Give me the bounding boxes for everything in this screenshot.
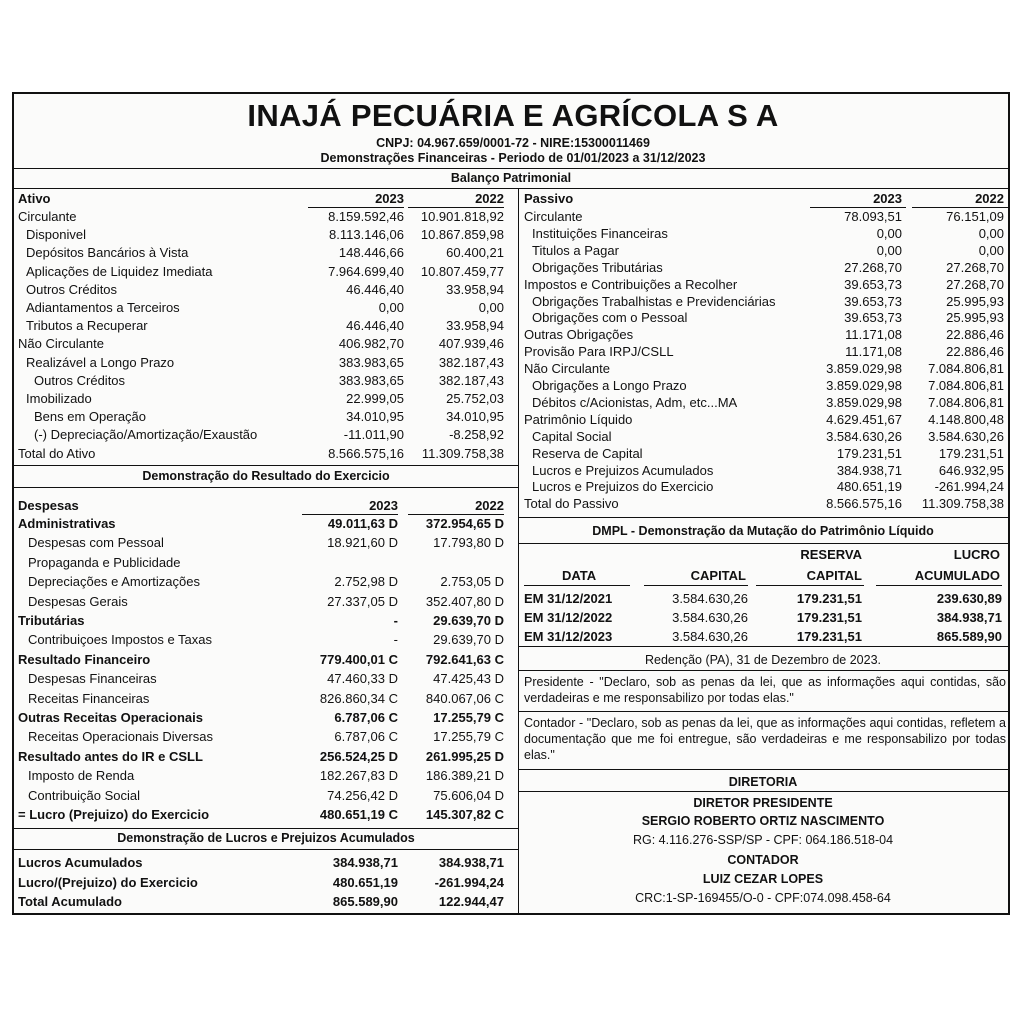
dre-value-2023: 49.011,63 D	[327, 516, 398, 531]
dlpa-label: Total Acumulado	[18, 894, 122, 909]
dmpl-cell-lucro: 865.589,90	[936, 629, 1002, 644]
ativo-value-2022: 25.752,03	[446, 391, 504, 406]
ativo-row	[18, 445, 508, 463]
passivo-label: Titulos a Pagar	[532, 242, 619, 258]
ativo-value-2022: 10.901.818,92	[420, 209, 504, 224]
dlpa-value-2022: 384.938,71	[438, 855, 504, 870]
ativo-value-2022: 10.867.859,98	[420, 227, 504, 243]
passivo-value-2022: 11.309.758,38	[921, 496, 1004, 512]
passivo-value-2022: 7.084.806,81	[928, 394, 1004, 410]
dmpl-cell-lucro: 384.938,71	[936, 610, 1002, 625]
dre-row	[18, 709, 508, 727]
contador-documents: CRC:1-SP-169455/O-0 - CPF:074.098.458-64	[635, 891, 891, 905]
dmpl-cell-capital: 3.584.630,26	[672, 591, 748, 606]
company-identifiers: CNPJ: 04.967.659/0001-72 - NIRE:15300011469	[376, 136, 650, 150]
ativo-label: Depósitos Bancários à Vista	[26, 245, 189, 261]
ativo-value-2022: 33.958,94	[446, 318, 504, 334]
dre-value-2022: 47.425,43 D	[433, 671, 504, 687]
passivo-label: Obrigações a Longo Prazo	[532, 378, 687, 393]
passivo-value-2022: 179.231,51	[938, 445, 1004, 461]
passivo-label: Débitos c/Acionistas, Adm, etc...MA	[532, 394, 738, 410]
passivo-value-2022: -261.994,24	[934, 479, 1004, 495]
dre-row	[18, 515, 508, 533]
dre-value-2022: 2.753,05 D	[440, 574, 504, 590]
dre-despesas-label: Despesas	[18, 498, 79, 513]
passivo-value-2022: 27.268,70	[946, 259, 1004, 275]
ativo-label: Aplicações de Liquidez Imediata	[26, 263, 213, 279]
company-title: INAJÁ PECUÁRIA E AGRÍCOLA S A	[247, 98, 779, 133]
dre-col-2023: 2023	[369, 498, 398, 513]
dre-value-2022: 372.954,65 D	[425, 516, 504, 531]
dre-row	[18, 554, 508, 572]
dmpl-header-capital: CAPITAL	[690, 568, 746, 583]
ativo-row	[18, 372, 508, 390]
dmpl-title: DMPL - Demonstração da Mutação do Patrimônio Líquido	[592, 524, 934, 538]
ativo-row	[18, 354, 508, 372]
ativo-value-2023: 406.982,70	[338, 336, 404, 352]
passivo-value-2022: 646.932,95	[938, 462, 1004, 478]
passivo-value-2022: 0,00	[978, 242, 1004, 258]
ativo-value-2022: 0,00	[478, 300, 504, 315]
diretor-name: SERGIO ROBERTO ORTIZ NASCIMENTO	[641, 814, 885, 828]
ativo-col-2022: 2022	[475, 191, 504, 206]
ativo-label: Outros Créditos	[34, 372, 126, 388]
dre-value-2023: 256.524,25 D	[319, 748, 398, 764]
dre-row	[18, 573, 508, 591]
dre-label: Despesas com Pessoal	[28, 535, 164, 551]
passivo-row	[524, 242, 1008, 260]
passivo-value-2023: 3.859.029,98	[826, 361, 902, 377]
ativo-value-2023: 46.446,40	[346, 281, 404, 297]
dre-value-2022: 186.389,21 D	[425, 768, 504, 784]
ativo-row	[18, 281, 508, 299]
statement-period: Demonstrações Financeiras - Periodo de 01/01/2023 a 31/12/2023	[320, 151, 706, 165]
diretoria-heading: DIRETORIA	[728, 775, 798, 789]
financial-statement-document	[12, 92, 1010, 915]
dre-label: Propaganda e Publicidade	[28, 554, 181, 570]
dre-row	[18, 631, 508, 649]
passivo-value-2023: 384.938,71	[836, 462, 902, 478]
ativo-value-2023: 148.446,66	[338, 245, 404, 261]
dmpl-underline-data	[524, 585, 630, 586]
ativo-row	[18, 426, 508, 444]
dlpa-label: Lucros Acumulados	[18, 855, 143, 870]
diretoria-divider	[518, 791, 1008, 792]
ativo-label: Ativo	[18, 191, 51, 206]
passivo-label: Obrigações Trabalhistas e Previdenciárias	[532, 293, 776, 309]
dmpl-underline-reserva	[756, 585, 864, 586]
dre-label: Receitas Financeiras	[28, 690, 150, 706]
passivo-value-2023: 39.653,73	[844, 276, 902, 292]
dre-label: Despesas Gerais	[28, 593, 128, 609]
passivo-label: Provisão Para IRPJ/CSLL	[524, 344, 674, 360]
passivo-value-2022: 0,00	[978, 225, 1004, 241]
dmpl-underline-lucro	[876, 585, 1002, 586]
ativo-label: Total do Ativo	[18, 445, 96, 461]
dlpa-row	[18, 874, 508, 892]
ativo-row	[18, 317, 508, 335]
ativo-row	[18, 299, 508, 317]
dre-value-2023: 779.400,01 C	[319, 651, 398, 667]
passivo-label: Circulante	[524, 209, 583, 224]
dre-label: Administrativas	[18, 516, 116, 531]
dmpl-cell-data: EM 31/12/2023	[524, 629, 613, 644]
passivo-label: Patrimônio Líquido	[524, 411, 633, 427]
ativo-value-2022: 10.807.459,77	[420, 263, 504, 279]
header-divider	[14, 168, 1008, 169]
passivo-label: Capital Social	[532, 428, 612, 444]
ativo-label: Imobilizado	[26, 391, 92, 406]
passivo-value-2023: 78.093,51	[844, 209, 902, 224]
dre-row	[18, 806, 508, 824]
ativo-row	[18, 390, 508, 408]
dre-row	[18, 534, 508, 552]
dre-row	[18, 593, 508, 611]
passivo-value-2023: 8.566.575,16	[826, 496, 902, 512]
dre-title-divider	[14, 487, 518, 488]
passivo-col-2023: 2023	[873, 191, 902, 206]
presidente-declaration: Presidente - "Declaro, sob as penas da lei, que as informações aqui contidas, são verdadeiras e me responsabilizo por todas elas."	[524, 675, 1006, 705]
ativo-label: Bens em Operação	[34, 409, 147, 425]
dmpl-header-reserva: RESERVA	[800, 547, 862, 562]
dre-row	[18, 787, 508, 805]
passivo-header-row	[524, 190, 1008, 208]
dmpl-header-data: DATA	[562, 568, 597, 583]
passivo-row	[524, 208, 1008, 226]
ativo-value-2022: 34.010,95	[446, 409, 504, 425]
dlpa-value-2022: -261.994,24	[434, 874, 504, 890]
presidente-divider	[518, 711, 1008, 712]
diretor-documents: RG: 4.116.276-SSP/SP - CPF: 064.186.518-04	[632, 833, 894, 847]
dre-value-2022: 792.641,63 C	[425, 651, 504, 667]
dre-row	[18, 651, 508, 669]
ativo-row	[18, 208, 508, 226]
dre-value-2022: 840.067,06 C	[425, 690, 504, 706]
passivo-value-2023: 3.859.029,98	[826, 378, 902, 393]
dmpl-cell-reserva: 179.231,51	[796, 629, 862, 644]
dre-value-2023: 74.256,42 D	[327, 787, 398, 803]
dre-row	[18, 612, 508, 630]
dre-value-2023: 18.921,60 D	[327, 535, 398, 551]
dre-value-2022: 17.255,79 C	[433, 710, 504, 725]
ativo-header-row	[18, 190, 508, 208]
dlpa-value-2023: 480.651,19	[332, 874, 398, 890]
passivo-row	[524, 276, 1008, 294]
ativo-value-2022: 33.958,94	[446, 281, 504, 297]
dmpl-bottom-divider	[518, 646, 1008, 647]
dlpa-row	[18, 854, 508, 872]
passivo-value-2022: 7.084.806,81	[928, 378, 1004, 393]
balanco-title: Balanço Patrimonial	[450, 171, 572, 185]
dre-label: Imposto de Renda	[28, 768, 135, 784]
passivo-label: Obrigações Tributárias	[532, 259, 663, 275]
passivo-value-2023: 39.653,73	[844, 310, 902, 326]
dre-row	[18, 690, 508, 708]
contador-declaration: Contador - "Declaro, sob as penas da lei, que as informações aqui contidas, refletem a documentação que me foi entregue, são verdadeiras e me responsabilizo por todas elas."	[524, 716, 1006, 762]
dre-value-2023: 6.787,06 C	[334, 710, 398, 725]
dmpl-cell-data: EM 31/12/2021	[524, 591, 613, 606]
passivo-value-2022: 3.584.630,26	[928, 428, 1004, 444]
passivo-row	[524, 360, 1008, 378]
dre-label: Despesas Financeiras	[28, 671, 157, 687]
passivo-row	[524, 326, 1008, 344]
dmpl-cell-capital: 3.584.630,26	[672, 629, 748, 644]
contador-name: LUIZ CEZAR LOPES	[702, 872, 824, 886]
passivo-label: Passivo	[524, 191, 574, 206]
balanco-title-divider	[14, 188, 1008, 189]
ativo-value-2023: 22.999,05	[346, 391, 404, 406]
passivo-row	[524, 462, 1008, 480]
passivo-label: Não Circulante	[524, 361, 610, 377]
dre-row	[18, 728, 508, 746]
dre-value-2022: 145.307,82 C	[425, 807, 504, 822]
dlpa-row	[18, 893, 508, 911]
dlpa-top-divider	[14, 828, 518, 829]
passivo-row	[524, 445, 1008, 463]
dlpa-label: Lucro/(Prejuizo) do Exercicio	[18, 874, 198, 890]
dre-row	[18, 767, 508, 785]
ativo-value-2023: 0,00	[378, 300, 404, 315]
dlpa-title-divider	[14, 849, 518, 850]
dre-label: Contribuiçoes Impostos e Taxas	[28, 632, 213, 648]
dre-value-2022: 17.793,80 D	[433, 535, 504, 551]
dmpl-cell-lucro: 239.630,89	[936, 591, 1002, 606]
ativo-row	[18, 226, 508, 244]
ativo-label: Disponivel	[26, 227, 86, 243]
dmpl-header-reserva-capital: CAPITAL	[806, 568, 862, 583]
ativo-label: Não Circulante	[18, 336, 104, 352]
dre-value-2023: 27.337,05 D	[327, 593, 398, 609]
dlpa-value-2022: 122.944,47	[438, 894, 504, 909]
dre-value-2023: 182.267,83 D	[319, 768, 398, 784]
dmpl-underline-capital	[644, 585, 748, 586]
dre-label: Tributárias	[18, 613, 85, 628]
dre-col-2022: 2022	[475, 498, 504, 513]
dre-value-2022: 29.639,70 D	[433, 632, 504, 648]
dmpl-cell-capital: 3.584.630,26	[672, 610, 748, 625]
passivo-label: Instituições Financeiras	[532, 225, 668, 241]
dre-value-2023: 6.787,06 C	[334, 729, 398, 745]
dre-value-2023: -	[393, 632, 398, 648]
passivo-value-2022: 4.148.800,48	[928, 411, 1004, 427]
ativo-value-2022: -8.258,92	[449, 427, 504, 443]
dre-title: Demonstração do Resultado do Exercicio	[142, 469, 390, 483]
passivo-row	[524, 293, 1008, 311]
ativo-col-2023: 2023	[375, 191, 404, 206]
ativo-value-2023: 34.010,95	[346, 409, 404, 425]
ativo-value-2022: 407.939,46	[438, 336, 504, 352]
passivo-value-2022: 22.886,46	[946, 344, 1004, 360]
ativo-row	[18, 244, 508, 262]
passivo-value-2022: 25.995,93	[946, 310, 1004, 326]
ativo-value-2022: 60.400,21	[446, 245, 504, 261]
ativo-label: Outros Créditos	[26, 281, 118, 297]
passivo-value-2023: 4.629.451,67	[826, 411, 902, 427]
passivo-value-2023: 11.171,08	[845, 344, 902, 360]
dmpl-header-lucro: LUCRO	[953, 547, 1000, 562]
dre-value-2022: 17.255,79 C	[433, 729, 504, 745]
ativo-value-2023: 8.159.592,46	[328, 209, 404, 224]
dlpa-title: Demonstração de Lucros e Prejuizos Acumulados	[117, 831, 415, 845]
dre-value-2022: 29.639,70 D	[433, 613, 504, 628]
passivo-label: Lucros e Prejuizos Acumulados	[532, 462, 714, 478]
passivo-row	[524, 411, 1008, 429]
dre-label: Resultado Financeiro	[18, 651, 151, 667]
dmpl-header-acumulado: ACUMULADO	[914, 568, 1000, 583]
passivo-row	[524, 478, 1008, 496]
dre-label: Depreciações e Amortizações	[28, 574, 200, 590]
passivo-value-2022: 76.151,09	[946, 209, 1004, 224]
passivo-row	[524, 428, 1008, 446]
passivo-row	[524, 309, 1008, 327]
ativo-label: Tributos a Recuperar	[26, 318, 148, 334]
place-and-date: Redenção (PA), 31 de Dezembro de 2023.	[644, 653, 882, 667]
dre-value-2022: 261.995,25 D	[425, 748, 504, 764]
ativo-row	[18, 335, 508, 353]
dmpl-title-divider	[518, 543, 1008, 544]
ativo-label: Circulante	[18, 209, 77, 224]
dre-value-2023: 480.651,19 C	[319, 807, 398, 822]
dre-label: = Lucro (Prejuizo) do Exercicio	[18, 807, 210, 822]
passivo-value-2023: 27.268,70	[844, 259, 902, 275]
dre-value-2023: -	[393, 613, 398, 628]
ativo-label: (-) Depreciação/Amortização/Exaustão	[34, 427, 258, 443]
passivo-row	[524, 343, 1008, 361]
passivo-row	[524, 495, 1008, 513]
dmpl-cell-reserva: 179.231,51	[796, 591, 862, 606]
passivo-label: Total do Passivo	[524, 496, 619, 512]
passivo-value-2023: 11.171,08	[845, 327, 902, 343]
dre-label: Receitas Operacionais Diversas	[28, 729, 213, 745]
ativo-row	[18, 408, 508, 426]
dre-label: Contribuição Social	[28, 787, 141, 803]
ativo-value-2023: -11.011,90	[343, 427, 404, 443]
passivo-label: Reserva de Capital	[532, 445, 643, 461]
passivo-row	[524, 259, 1008, 277]
dre-header-row	[18, 497, 508, 515]
dmpl-cell-reserva: 179.231,51	[796, 610, 862, 625]
passivo-row	[524, 377, 1008, 395]
dre-label: Resultado antes do IR e CSLL	[18, 748, 203, 764]
passivo-value-2023: 179.231,51	[836, 445, 902, 461]
ativo-value-2023: 383.983,65	[338, 372, 404, 388]
passivo-row	[524, 394, 1008, 412]
passivo-value-2023: 3.859.029,98	[826, 394, 902, 410]
dre-row	[18, 748, 508, 766]
ativo-row	[18, 263, 508, 281]
diretor-title: DIRETOR PRESIDENTE	[693, 796, 833, 810]
dre-value-2023: 2.752,98 D	[334, 574, 398, 590]
ativo-value-2023: 7.964.699,40	[328, 263, 404, 279]
ativo-value-2023: 383.983,65	[338, 354, 404, 370]
place-date-divider	[518, 670, 1008, 671]
dmpl-top-divider	[518, 517, 1008, 518]
dre-label: Outras Receitas Operacionais	[18, 710, 203, 725]
ativo-value-2023: 8.113.146,06	[329, 227, 404, 243]
dre-row	[18, 670, 508, 688]
passivo-value-2022: 22.886,46	[946, 327, 1004, 343]
passivo-value-2022: 25.995,93	[946, 293, 1004, 309]
contador-divider	[518, 769, 1008, 770]
ativo-value-2022: 382.187,43	[438, 354, 504, 370]
passivo-label: Obrigações com o Pessoal	[532, 310, 688, 326]
dre-value-2022: 352.407,80 D	[425, 593, 504, 609]
ativo-value-2022: 382.187,43	[438, 372, 504, 388]
dre-value-2023: 47.460,33 D	[327, 671, 398, 687]
dlpa-value-2023: 865.589,90	[332, 894, 398, 909]
passivo-label: Outras Obrigações	[524, 327, 634, 343]
passivo-col-2022: 2022	[975, 191, 1004, 206]
passivo-value-2022: 7.084.806,81	[928, 361, 1004, 377]
passivo-row	[524, 225, 1008, 243]
passivo-label: Impostos e Contribuições a Recolher	[524, 276, 738, 292]
dre-value-2022: 75.606,04 D	[433, 787, 504, 803]
passivo-value-2023: 480.651,19	[836, 479, 902, 495]
ativo-label: Realizável a Longo Prazo	[26, 354, 175, 370]
dre-value-2023: 826.860,34 C	[319, 690, 398, 706]
passivo-label: Lucros e Prejuizos do Exercicio	[532, 479, 714, 495]
ativo-value-2023: 8.566.575,16	[328, 445, 404, 461]
passivo-value-2023: 3.584.630,26	[826, 428, 902, 444]
passivo-value-2023: 0,00	[876, 225, 902, 241]
dre-top-divider	[14, 465, 518, 466]
ativo-value-2023: 46.446,40	[346, 318, 404, 334]
contador-title: CONTADOR	[727, 853, 799, 867]
ativo-value-2022: 11.309.758,38	[421, 445, 504, 461]
passivo-value-2023: 39.653,73	[844, 293, 902, 309]
passivo-value-2023: 0,00	[876, 242, 902, 258]
passivo-value-2022: 27.268,70	[946, 276, 1004, 292]
dlpa-value-2023: 384.938,71	[332, 855, 398, 870]
dmpl-cell-data: EM 31/12/2022	[524, 610, 613, 625]
ativo-label: Adiantamentos a Terceiros	[26, 300, 180, 315]
